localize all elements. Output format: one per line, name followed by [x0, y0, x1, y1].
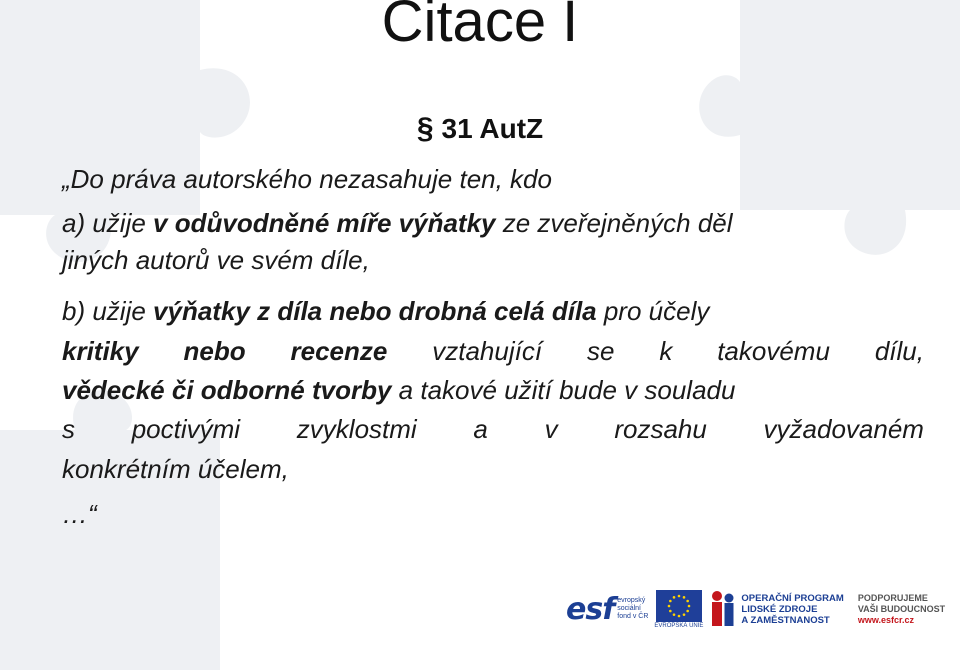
item-b-line-4 — [62, 411, 924, 448]
word: zvyklostmi — [296, 414, 417, 444]
word: k — [659, 336, 673, 366]
eu-star-icon — [688, 604, 691, 607]
eu-star-icon — [669, 599, 672, 602]
esf-text-2: sociální — [617, 605, 641, 612]
esf-text-3: fond v ČR — [617, 613, 649, 620]
eu-star-icon — [683, 596, 686, 599]
support-text-2: VAŠI BUDOUCNOST — [857, 603, 946, 614]
eu-star-icon — [669, 609, 672, 612]
item-a-bold: v odůvodněné míře výňatky — [153, 208, 496, 238]
section-heading — [0, 112, 960, 146]
item-b-suffix: pro účely — [596, 296, 710, 326]
item-b-line-3-text: a takové užití bude v souladu — [391, 375, 736, 405]
item-b-line-2 — [62, 333, 924, 370]
word: v — [544, 414, 558, 444]
item-a-line-2: jiných autorů ve svém díle, — [62, 245, 370, 275]
word: rozsahu — [614, 414, 707, 444]
item-a-prefix: a) užije — [62, 208, 154, 238]
oplz-text-2: LIDSKÉ ZDROJE — [741, 603, 818, 615]
word: s — [62, 414, 75, 444]
item-b-bold: výňatky z díla nebo drobná celá díla — [153, 296, 597, 326]
item-b-line-5: konkrétním účelem, — [62, 454, 289, 484]
oplz-logo — [709, 589, 843, 629]
word: se — [586, 336, 615, 366]
support-text — [858, 593, 945, 626]
word: a — [473, 414, 488, 444]
esf-logo — [566, 592, 648, 627]
quote-intro: „Do práva autorského nezasahuje ten, kdo — [62, 164, 552, 194]
item-a-suffix: ze zveřejněných děl — [495, 208, 733, 238]
support-text-1: PODPORUJEME — [857, 592, 928, 603]
word: poctivými — [131, 414, 241, 444]
section-heading-text: 31 AutZ — [441, 113, 544, 144]
item-b-line-3 — [62, 372, 735, 409]
eu-star-icon — [678, 614, 681, 617]
quote-ending: …“ — [62, 499, 97, 529]
support-url: www.esfcr.cz — [857, 614, 915, 625]
eu-logo — [654, 590, 703, 629]
section-symbol: § — [416, 112, 434, 145]
slide-title: Citace I — [381, 0, 579, 54]
word: vyžadovaném — [763, 414, 924, 444]
esf-mark: esf — [566, 591, 615, 627]
eu-caption: EVROPSKÁ UNIE — [654, 622, 704, 629]
item-b-prefix: b) užije — [62, 296, 154, 326]
eu-flag-icon — [656, 590, 702, 622]
item-a-line-1 — [62, 205, 733, 242]
item-b-bold-3: vědecké či odborné tvorby — [62, 375, 392, 405]
oplz-text-1: OPERAČNÍ PROGRAM — [741, 592, 844, 604]
eu-star-icon — [683, 613, 686, 616]
funding-logos — [566, 584, 958, 634]
eu-star-icon — [686, 599, 689, 602]
eu-star-icon — [673, 596, 676, 599]
word: takovému — [717, 336, 830, 366]
eu-star-icon — [668, 604, 671, 607]
eu-star-icon — [686, 609, 689, 612]
item-b-line-1 — [62, 293, 709, 330]
oplz-text-3: A ZAMĚSTNANOST — [741, 614, 830, 626]
word: dílu, — [874, 336, 924, 366]
eu-star-icon — [678, 594, 681, 597]
word: nebo — [183, 336, 246, 366]
word: vztahující — [432, 336, 543, 366]
eu-star-icon — [673, 613, 676, 616]
word: kritiky — [62, 336, 139, 366]
esf-text-1: evropský — [617, 597, 646, 604]
word: recenze — [290, 336, 388, 366]
people-icon — [709, 589, 737, 629]
